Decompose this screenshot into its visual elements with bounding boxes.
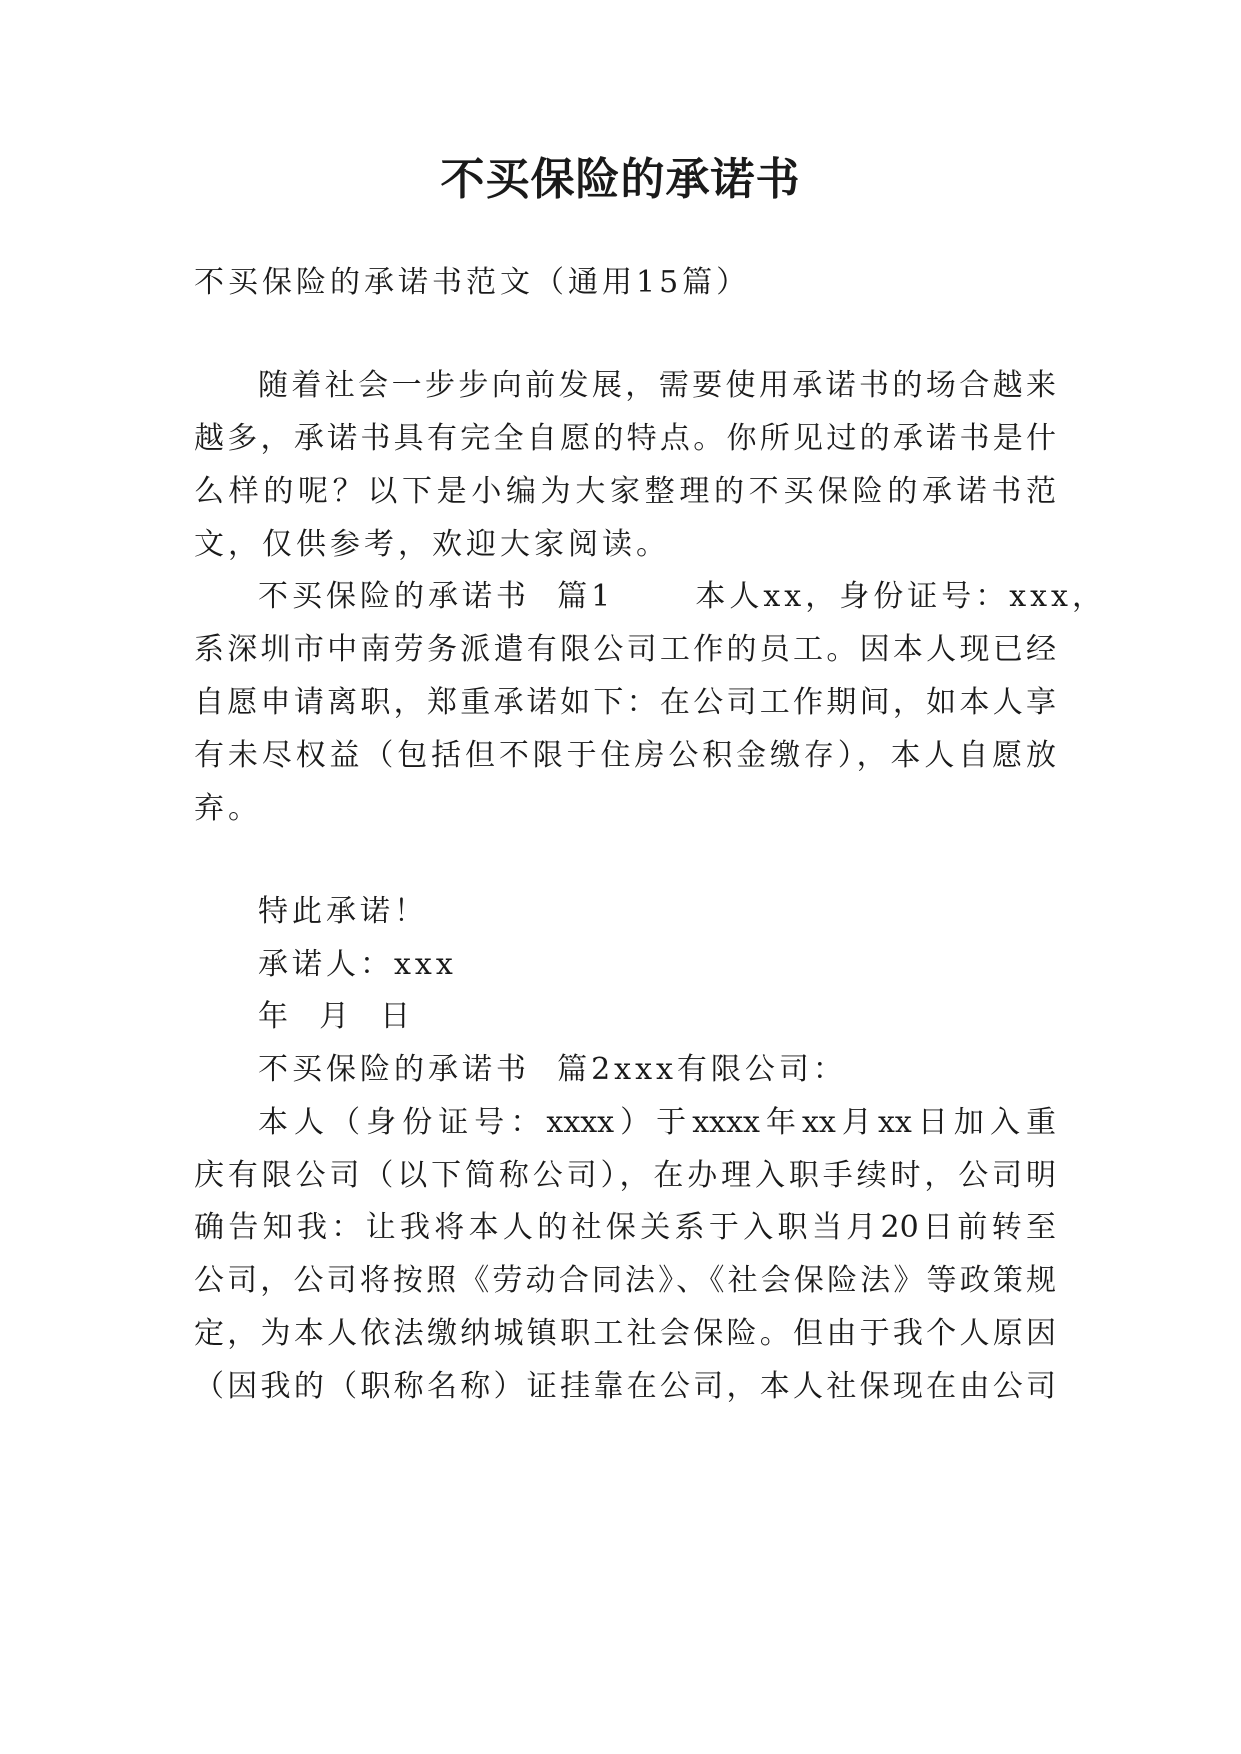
document-title: 不买保险的承诺书 bbox=[440, 154, 801, 205]
paragraph-line: 庆有限公司（以下简称公司），在办理入职手续时，公司明 bbox=[194, 1158, 1056, 1193]
paragraph-line: 系深圳市中南劳务派遣有限公司工作的员工。因本人现已经 bbox=[194, 632, 1056, 667]
paragraph-line: 随着社会一步步向前发展，需要使用承诺书的场合越来 bbox=[258, 368, 1056, 403]
paragraph-line: 么样的呢？以下是小编为大家整理的不买保险的承诺书范 bbox=[194, 474, 1056, 509]
paragraph-line: 越多，承诺书具有完全自愿的特点。你所见过的承诺书是什 bbox=[194, 421, 1056, 456]
paragraph-line: 不买保险的承诺书 篇1 本人xx，身份证号：xxx， bbox=[258, 579, 1106, 614]
paragraph-line: 公司，公司将按照《劳动合同法》、《社会保险法》等政策规 bbox=[194, 1263, 1056, 1298]
paragraph-line: 文，仅供参考，欢迎大家阅读。 bbox=[194, 527, 670, 562]
subtitle-line: 不买保险的承诺书范文（通用15篇） bbox=[194, 265, 751, 300]
closing-line: 特此承诺！ bbox=[258, 894, 428, 929]
paragraph-line: （因我的（职称名称）证挂靠在公司，本人社保现在由公司 bbox=[194, 1369, 1056, 1404]
paragraph-line: 自愿申请离职，郑重承诺如下：在公司工作期间，如本人享 bbox=[194, 685, 1056, 720]
section-heading-line: 不买保险的承诺书 篇2xxx有限公司： bbox=[258, 1052, 847, 1087]
paragraph-line: 有未尽权益（包括但不限于住房公积金缴存），本人自愿放 bbox=[194, 738, 1056, 773]
paragraph-line: 确告知我：让我将本人的社保关系于入职当月20日前转至 bbox=[194, 1210, 1056, 1245]
date-line: 年 月 日 bbox=[258, 999, 415, 1034]
paragraph-line: 弃。 bbox=[194, 791, 262, 826]
paragraph-line: 本人（身份证号：xxxx）于xxxx年xx月xx日加入重 bbox=[258, 1105, 1056, 1140]
signer-line: 承诺人：xxx bbox=[258, 947, 457, 982]
paragraph-line: 定，为本人依法缴纳城镇职工社会保险。但由于我个人原因 bbox=[194, 1316, 1056, 1351]
